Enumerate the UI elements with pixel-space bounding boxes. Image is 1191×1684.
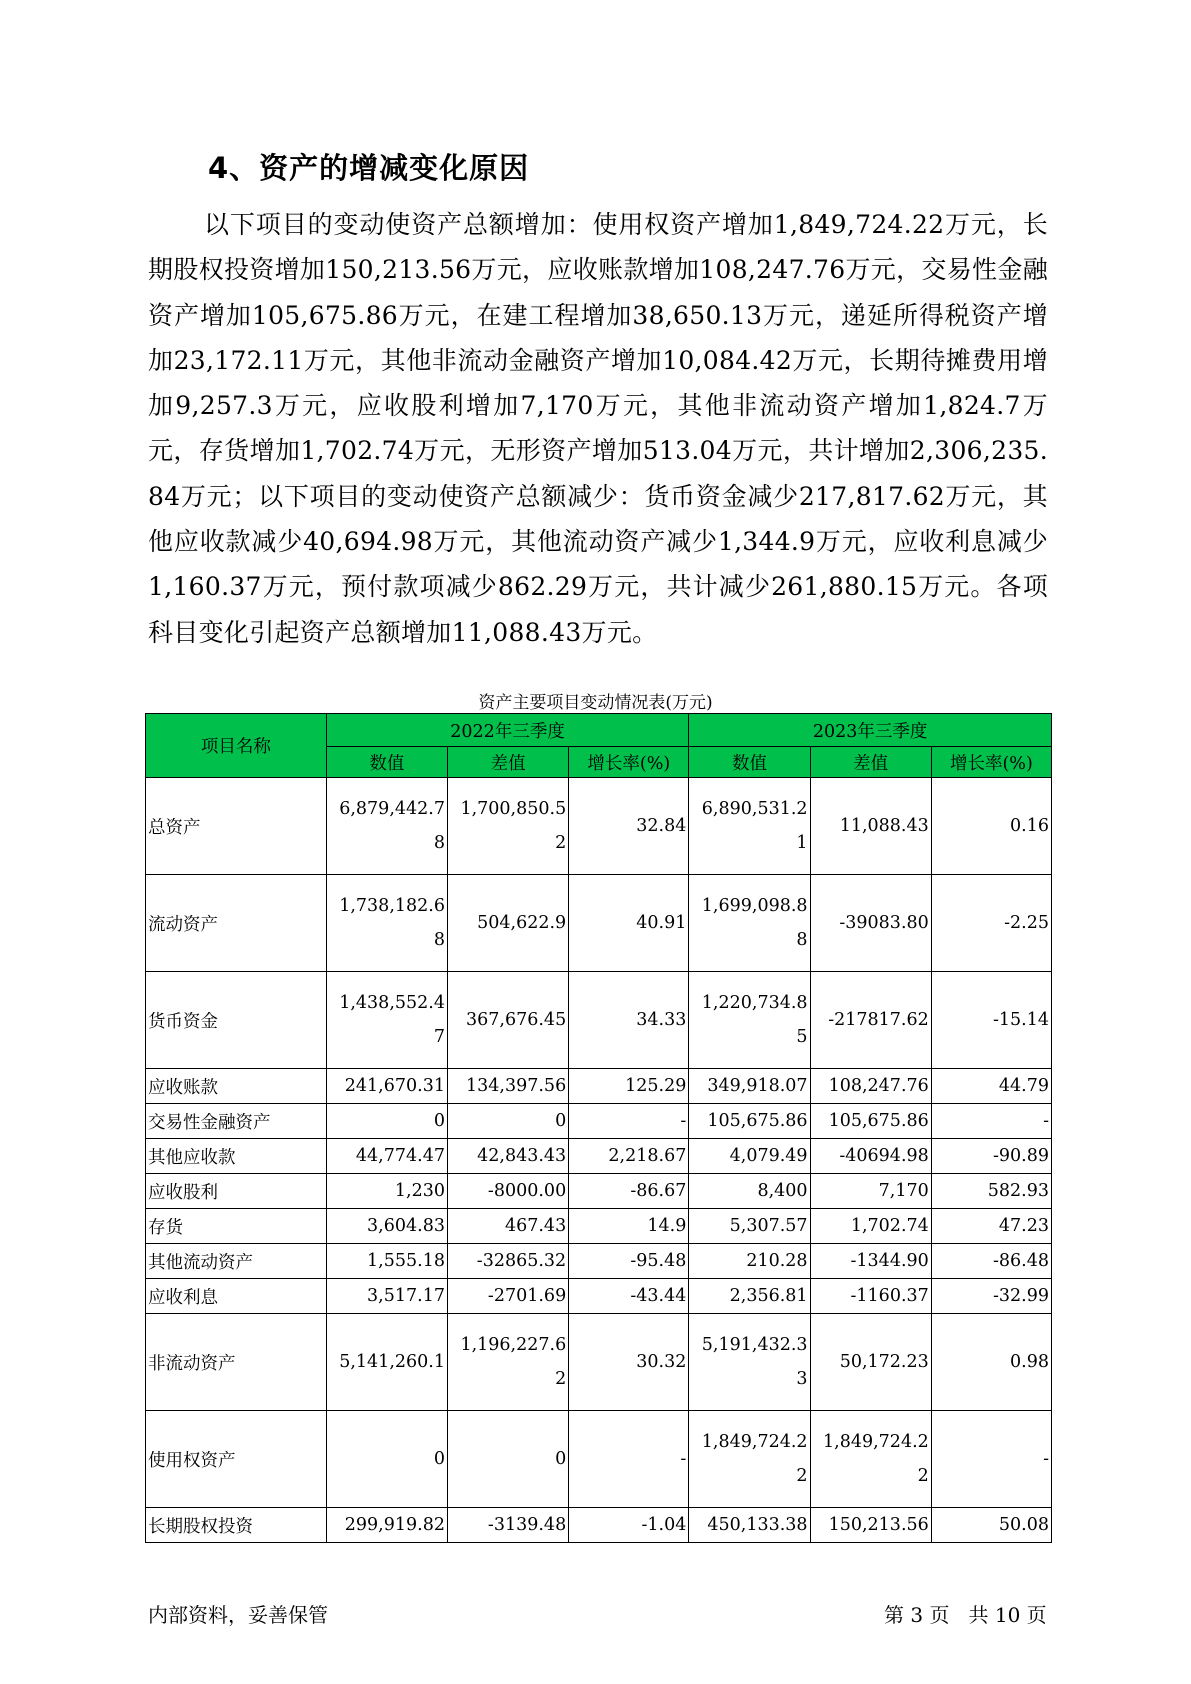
cell-growth-2023: -15.14 [931,972,1051,1069]
body-paragraph: 以下项目的变动使资产总额增加：使用权资产增加1,849,724.22万元，长期股权投资增加150,213.56万元，应收账款增加108,247.76万元，交易性金融资产增加105,675.86万元，在建工程增加38,650.13万元，递延所得税资产增加23,172.11万元，其他非流动金融资产增加10,084.42万元，长期待摊费用增加9,257.3万元，应收股利增加7,170万元，其他非流动资产增加1,824.7万元，存货增加1,702.74万元，无形资产增加513.04万元，共计增加2,306,235.84万元；以下项目的变动使资产总额减少：货币资金减少217,817.62万元，其他应收款减少40,694.98万元，其他流动资产减少1,344.9万元，应收利息减少1,160.37万元，预付款项减少862.29万元，共计减少261,880.15万元。各项科目变化引起资产总额增加11,088.43万元。 [148,210,1048,647]
cell-difference-2023: 108,247.76 [810,1069,931,1104]
row-item-name: 其他应收款 [146,1139,327,1174]
cell-difference-2022: 1,196,227.62 [447,1314,568,1411]
table-row [146,1314,1052,1411]
row-item-name: 流动资产 [146,875,327,972]
cell-value-2023: 105,675.86 [689,1104,810,1139]
cell-value-2022: 1,738,182.68 [326,875,447,972]
cell-value-2023: 210.28 [689,1244,810,1279]
table-row [146,972,1052,1069]
cell-growth-2022: -86.67 [569,1174,689,1209]
cell-value-2022: 6,879,442.78 [326,778,447,875]
table-row [146,1411,1052,1508]
cell-value-2023: 4,079.49 [689,1139,810,1174]
cell-growth-2022: - [569,1411,689,1508]
cell-difference-2023: -217817.62 [810,972,931,1069]
cell-growth-2022: 34.33 [569,972,689,1069]
cell-difference-2022: -8000.00 [447,1174,568,1209]
table-row [146,778,1052,875]
cell-value-2023: 1,849,724.22 [689,1411,810,1508]
header-item-name: 项目名称 [146,714,327,778]
cell-value-2023: 1,699,098.88 [689,875,810,972]
header-period-2022: 2022年三季度 [326,714,689,747]
cell-growth-2023: 582.93 [931,1174,1051,1209]
asset-change-table [145,713,1052,1543]
cell-value-2023: 5,307.57 [689,1209,810,1244]
table-row [146,875,1052,972]
cell-growth-2022: -95.48 [569,1244,689,1279]
row-item-name: 存货 [146,1209,327,1244]
cell-difference-2022: 367,676.45 [447,972,568,1069]
table-row [146,1174,1052,1209]
table-row [146,1508,1052,1543]
cell-growth-2023: 0.98 [931,1314,1051,1411]
cell-difference-2023: 7,170 [810,1174,931,1209]
row-item-name: 使用权资产 [146,1411,327,1508]
header-difference-2023: 差值 [810,747,931,778]
cell-value-2022: 44,774.47 [326,1139,447,1174]
table-body [146,778,1052,1543]
cell-difference-2023: 50,172.23 [810,1314,931,1411]
table-row [146,1104,1052,1139]
table-caption: 资产主要项目变动情况表(万元) [478,693,713,713]
cell-growth-2022: 14.9 [569,1209,689,1244]
row-item-name: 非流动资产 [146,1314,327,1411]
cell-growth-2022: - [569,1104,689,1139]
cell-difference-2022: 467.43 [447,1209,568,1244]
cell-value-2022: 299,919.82 [326,1508,447,1543]
cell-value-2022: 1,438,552.47 [326,972,447,1069]
cell-growth-2023: 50.08 [931,1508,1051,1543]
table-row [146,1279,1052,1314]
row-item-name: 货币资金 [146,972,327,1069]
cell-value-2023: 450,133.38 [689,1508,810,1543]
cell-value-2022: 0 [326,1104,447,1139]
cell-value-2023: 8,400 [689,1174,810,1209]
footer-page-number: 第 3 页 共 10 页 [884,1603,1047,1627]
row-item-name: 长期股权投资 [146,1508,327,1543]
header-period-2023: 2023年三季度 [689,714,1052,747]
cell-difference-2022: 0 [447,1104,568,1139]
header-value-2022: 数值 [326,747,447,778]
cell-difference-2023: -1344.90 [810,1244,931,1279]
header-growth-2023: 增长率(%) [931,747,1051,778]
row-item-name: 交易性金融资产 [146,1104,327,1139]
cell-value-2023: 349,918.07 [689,1069,810,1104]
header-value-2023: 数值 [689,747,810,778]
row-item-name: 总资产 [146,778,327,875]
cell-difference-2023: -40694.98 [810,1139,931,1174]
cell-value-2022: 1,555.18 [326,1244,447,1279]
cell-value-2022: 241,670.31 [326,1069,447,1104]
cell-difference-2022: 0 [447,1411,568,1508]
row-item-name: 应收账款 [146,1069,327,1104]
row-item-name: 应收股利 [146,1174,327,1209]
cell-growth-2023: -2.25 [931,875,1051,972]
cell-difference-2023: 1,702.74 [810,1209,931,1244]
cell-value-2022: 3,604.83 [326,1209,447,1244]
cell-difference-2022: -3139.48 [447,1508,568,1543]
row-item-name: 应收利息 [146,1279,327,1314]
cell-value-2022: 5,141,260.1 [326,1314,447,1411]
cell-growth-2022: 2,218.67 [569,1139,689,1174]
cell-difference-2023: -39083.80 [810,875,931,972]
cell-growth-2023: -90.89 [931,1139,1051,1174]
cell-difference-2023: 150,213.56 [810,1508,931,1543]
cell-difference-2023: -1160.37 [810,1279,931,1314]
cell-growth-2023: - [931,1104,1051,1139]
table-row [146,1209,1052,1244]
cell-value-2022: 1,230 [326,1174,447,1209]
row-item-name: 其他流动资产 [146,1244,327,1279]
cell-growth-2022: 125.29 [569,1069,689,1104]
cell-value-2023: 6,890,531.21 [689,778,810,875]
table-row [146,1069,1052,1104]
cell-growth-2023: - [931,1411,1051,1508]
cell-value-2022: 0 [326,1411,447,1508]
cell-value-2023: 5,191,432.33 [689,1314,810,1411]
cell-growth-2023: -32.99 [931,1279,1051,1314]
cell-growth-2022: 40.91 [569,875,689,972]
table-row [146,1244,1052,1279]
cell-difference-2022: -2701.69 [447,1279,568,1314]
cell-difference-2022: -32865.32 [447,1244,568,1279]
header-growth-2022: 增长率(%) [569,747,689,778]
cell-difference-2022: 504,622.9 [447,875,568,972]
cell-difference-2022: 42,843.43 [447,1139,568,1174]
footer-confidential-note: 内部资料，妥善保管 [148,1603,328,1627]
cell-growth-2023: 47.23 [931,1209,1051,1244]
cell-growth-2022: -43.44 [569,1279,689,1314]
cell-difference-2023: 1,849,724.22 [810,1411,931,1508]
cell-growth-2023: 0.16 [931,778,1051,875]
header-difference-2022: 差值 [447,747,568,778]
table-row [146,1139,1052,1174]
cell-growth-2023: -86.48 [931,1244,1051,1279]
cell-difference-2023: 105,675.86 [810,1104,931,1139]
cell-value-2023: 2,356.81 [689,1279,810,1314]
cell-value-2023: 1,220,734.85 [689,972,810,1069]
cell-growth-2022: 30.32 [569,1314,689,1411]
cell-value-2022: 3,517.17 [326,1279,447,1314]
cell-difference-2022: 134,397.56 [447,1069,568,1104]
section-heading: 4、资产的增减变化原因 [208,151,530,185]
cell-difference-2023: 11,088.43 [810,778,931,875]
cell-growth-2022: -1.04 [569,1508,689,1543]
cell-growth-2022: 32.84 [569,778,689,875]
cell-difference-2022: 1,700,850.52 [447,778,568,875]
cell-growth-2023: 44.79 [931,1069,1051,1104]
